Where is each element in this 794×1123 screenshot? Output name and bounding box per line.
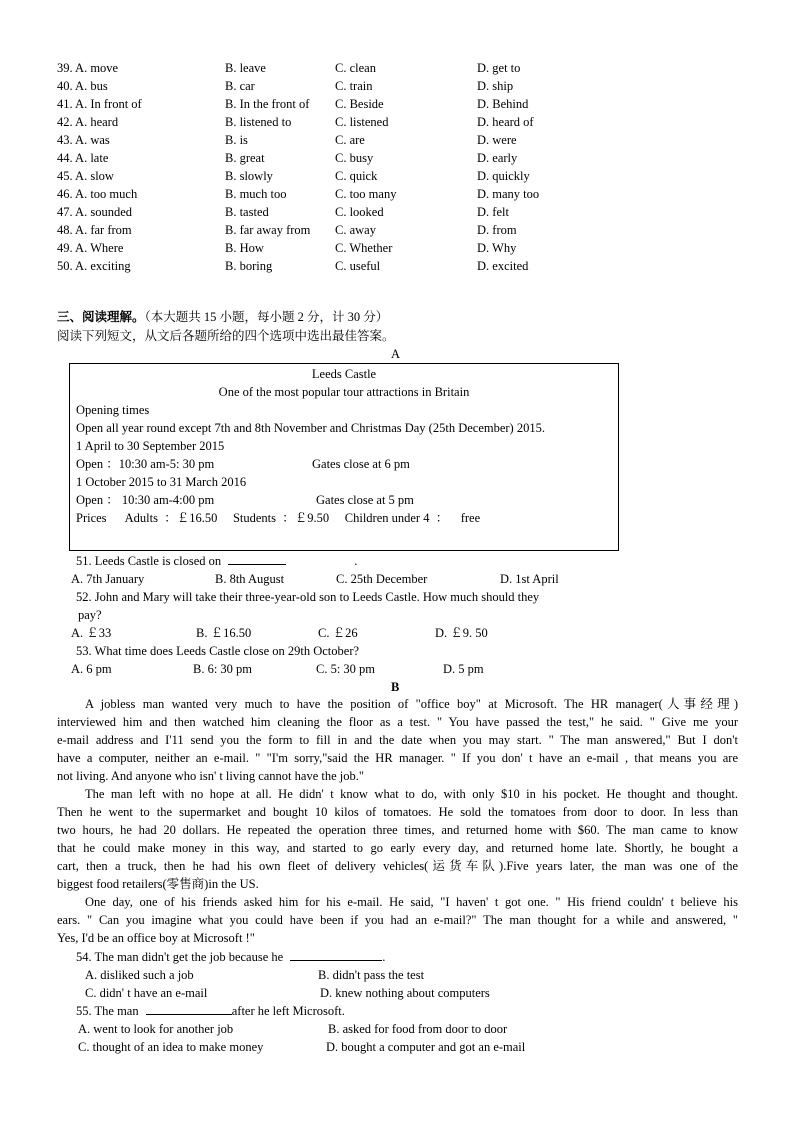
- q54-option-b: B. didn't pass the test: [318, 968, 425, 982]
- notice-period2-gates: Gates close at 5 pm: [316, 493, 414, 507]
- notice-period1-hours: Open ：10:30 am-5: 30 pm: [76, 457, 215, 471]
- cloze-option-b: B. boring: [225, 259, 273, 273]
- cloze-option-d: D. Why: [477, 241, 517, 255]
- q53-option-c: C. 5: 30 pm: [316, 662, 376, 676]
- cloze-row: [57, 95, 757, 113]
- q53-option-b: B. 6: 30 pm: [193, 662, 253, 676]
- cloze-option-c: C. Beside: [335, 97, 384, 111]
- cloze-option-d: D. quickly: [477, 169, 530, 183]
- cloze-option-c: C. away: [335, 223, 376, 237]
- cloze-option-a: 40. A. bus: [57, 79, 108, 93]
- passage-line: e-mail address and I'11 send you the form to fill in and the date when you may start. " The man answered," But I don't: [57, 733, 738, 747]
- passage-a-label: A: [391, 347, 401, 361]
- cloze-option-c: C. listened: [335, 115, 389, 129]
- q53-option-d: D. 5 pm: [443, 662, 484, 676]
- notice-subtitle: One of the most popular tour attractions in Britain: [218, 385, 470, 399]
- cloze-option-c: C. are: [335, 133, 365, 147]
- q55-option-a: A. went to look for another job: [78, 1022, 234, 1036]
- notice-period1: 1 April to 30 September 2015: [76, 439, 225, 453]
- cloze-option-a: 50. A. exciting: [57, 259, 131, 273]
- passage-line: not living. And anyone who isn' t living cannot have the job.": [57, 769, 364, 783]
- cloze-option-c: C. useful: [335, 259, 381, 273]
- notice-period2-hours: Open ： 10:30 am-4:00 pm: [76, 493, 215, 507]
- cloze-option-b: B. How: [225, 241, 264, 255]
- cloze-option-c: C. quick: [335, 169, 378, 183]
- q51-option-a: A. 7th January: [71, 572, 145, 586]
- cloze-row: [57, 113, 757, 131]
- question-52-stem: 52. John and Mary will take their three-year-old son to Leeds Castle. How much should they: [76, 590, 540, 604]
- q55-option-c: C. thought of an idea to make money: [78, 1040, 264, 1054]
- cloze-option-c: C. looked: [335, 205, 384, 219]
- question-51-text: 51. Leeds Castle is closed on: [76, 554, 222, 568]
- cloze-option-a: 49. A. Where: [57, 241, 124, 255]
- cloze-option-b: B. much too: [225, 187, 287, 201]
- cloze-row: [57, 203, 757, 221]
- answer-blank: [290, 949, 382, 961]
- cloze-option-c: C. too many: [335, 187, 397, 201]
- section-heading-bold: 三、阅读理解。: [57, 310, 145, 324]
- cloze-row: [57, 167, 757, 185]
- cloze-option-b: B. slowly: [225, 169, 273, 183]
- cloze-option-a: 47. A. sounded: [57, 205, 132, 219]
- question-52-stem-cont: pay?: [78, 608, 102, 622]
- question-51-stem: 51. Leeds Castle is closed on .: [76, 554, 358, 568]
- q52-option-d: D. ￡9. 50: [435, 626, 488, 640]
- cloze-option-d: D. from: [477, 223, 517, 237]
- cloze-row: [57, 185, 757, 203]
- question-55-text-pre: 55. The man: [76, 1004, 139, 1018]
- cloze-option-d: D. ship: [477, 79, 514, 93]
- cloze-option-d: D. many too: [477, 187, 540, 201]
- passage-line: interviewed him and then watched him cleaning the floor as a test. " You have passed the test," he said. " Give me your: [57, 715, 738, 729]
- passage-line: One day, one of his friends asked him for his e-mail. He said, "I haven' t got one. " His friend couldn' t believe his: [85, 895, 738, 909]
- notice-period2: 1 October 2015 to 31 March 2016: [76, 475, 247, 489]
- cloze-row: [57, 257, 757, 275]
- q52-option-b: B. ￡16.50: [196, 626, 252, 640]
- q53-option-a: A. 6 pm: [71, 662, 112, 676]
- cloze-option-a: 44. A. late: [57, 151, 109, 165]
- question-54-stem: 54. The man didn't get the job because he .: [76, 950, 386, 964]
- cloze-option-a: 39. A. move: [57, 61, 119, 75]
- q54-option-a: A. disliked such a job: [85, 968, 194, 982]
- passage-line: Yes, I'd be an office boy at Microsoft !": [57, 931, 255, 945]
- question-53-stem: 53. What time does Leeds Castle close on 29th October?: [76, 644, 360, 658]
- q54-option-d: D. knew nothing about computers: [320, 986, 490, 1000]
- passage-b-label: B: [391, 680, 400, 694]
- section-instruction: 阅读下列短文，从文后各题所给的四个选项中选出最佳答案。: [57, 329, 395, 343]
- cloze-row: [57, 149, 757, 167]
- leeds-castle-notice: [69, 363, 619, 551]
- cloze-option-b: B. tasted: [225, 205, 269, 219]
- passage-line: cart, then a truck, then he had his own fleet of delivery vehicles(运货车队).Five years later, the man was one of the: [57, 859, 738, 873]
- cloze-option-b: B. leave: [225, 61, 266, 75]
- question-54-text: 54. The man didn't get the job because he: [76, 950, 284, 964]
- passage-b-paragraph-1: [57, 695, 738, 785]
- passage-line: The man left with no hope at all. He didn' t know what to do, with only $10 in his pocket. He thought and thought.: [85, 787, 738, 801]
- cloze-option-d: D. excited: [477, 259, 529, 273]
- passage-line: two hours, he had 20 dollars. He repeated the operation three times, and returned home with $60. The man came to know: [57, 823, 738, 837]
- cloze-option-d: D. heard of: [477, 115, 534, 129]
- cloze-option-b: B. listened to: [225, 115, 292, 129]
- question-55-text-post: after he left Microsoft.: [231, 1004, 345, 1018]
- q52-option-a: A. ￡33: [71, 626, 112, 640]
- passage-line: that he could make money in this way, and started to go early every day, and returned home late. Shortly, he bought a: [57, 841, 738, 855]
- passage-line: A jobless man wanted very much to have the position of "office boy" at Microsoft. The HR manager(人事经理): [85, 697, 738, 711]
- q51-option-d: D. 1st April: [500, 572, 559, 586]
- section-heading: [57, 308, 388, 326]
- notice-prices: Prices Adults ：￡16.50 Students ：￡9.50 Children under 4 ： free: [76, 511, 481, 525]
- cloze-option-a: 45. A. slow: [57, 169, 114, 183]
- q51-option-b: B. 8th August: [215, 572, 285, 586]
- cloze-option-c: C. clean: [335, 61, 376, 75]
- cloze-option-a: 43. A. was: [57, 133, 110, 147]
- passage-line: Then he went to the supermarket and bought 10 kilos of tomatoes. He sold the tomatoes from door to door. In less than: [57, 805, 738, 819]
- notice-title: Leeds Castle: [311, 367, 377, 381]
- notice-period1-gates: Gates close at 6 pm: [312, 457, 410, 471]
- section-heading-rest: （本大题共 15 小题，每小题 2 分，计 30 分）: [144, 310, 389, 324]
- q52-option-c: C. ￡26: [318, 626, 358, 640]
- cloze-option-b: B. In the front of: [225, 97, 310, 111]
- cloze-option-b: B. is: [225, 133, 248, 147]
- cloze-option-a: 46. A. too much: [57, 187, 138, 201]
- cloze-option-c: C. busy: [335, 151, 374, 165]
- cloze-row: [57, 59, 757, 77]
- question-55-stem: [76, 1002, 345, 1020]
- cloze-row: [57, 131, 757, 149]
- passage-line: ears. " Can you imagine what you could have been if you had an e-mail?" The man thought for a while and answered, ": [57, 913, 738, 927]
- cloze-option-d: D. felt: [477, 205, 509, 219]
- passage-b-paragraph-3: [57, 893, 738, 947]
- q51-option-c: C. 25th December: [336, 572, 428, 586]
- cloze-option-a: 42. A. heard: [57, 115, 119, 129]
- passage-b-paragraph-2: [57, 785, 738, 893]
- notice-open-all-year: Open all year round except 7th and 8th November and Christmas Day (25th December) 2015.: [76, 421, 545, 435]
- cloze-option-d: D. Behind: [477, 97, 529, 111]
- q54-option-c: C. didn' t have an e-mail: [85, 986, 208, 1000]
- answer-blank: [228, 553, 286, 565]
- notice-opening-label: Opening times: [76, 403, 150, 417]
- cloze-row: [57, 239, 757, 257]
- cloze-row: [57, 77, 757, 95]
- cloze-option-d: D. early: [477, 151, 518, 165]
- cloze-option-b: B. far away from: [225, 223, 311, 237]
- answer-blank: [146, 1003, 232, 1015]
- cloze-option-b: B. car: [225, 79, 255, 93]
- cloze-option-d: D. get to: [477, 61, 521, 75]
- cloze-option-c: C. Whether: [335, 241, 393, 255]
- cloze-option-a: 48. A. far from: [57, 223, 132, 237]
- cloze-option-d: D. were: [477, 133, 517, 147]
- passage-line: have a computer, neither an e-mail. " "I'm sorry,"said the HR manager. " If you don' t have an e-mail , that means you are: [57, 751, 738, 765]
- cloze-row: [57, 221, 757, 239]
- q55-option-d: D. bought a computer and got an e-mail: [326, 1040, 526, 1054]
- cloze-option-b: B. great: [225, 151, 265, 165]
- q55-option-b: B. asked for food from door to door: [328, 1022, 508, 1036]
- cloze-option-c: C. train: [335, 79, 373, 93]
- cloze-option-a: 41. A. In front of: [57, 97, 142, 111]
- passage-line: biggest food retailers(零售商)in the US.: [57, 877, 259, 891]
